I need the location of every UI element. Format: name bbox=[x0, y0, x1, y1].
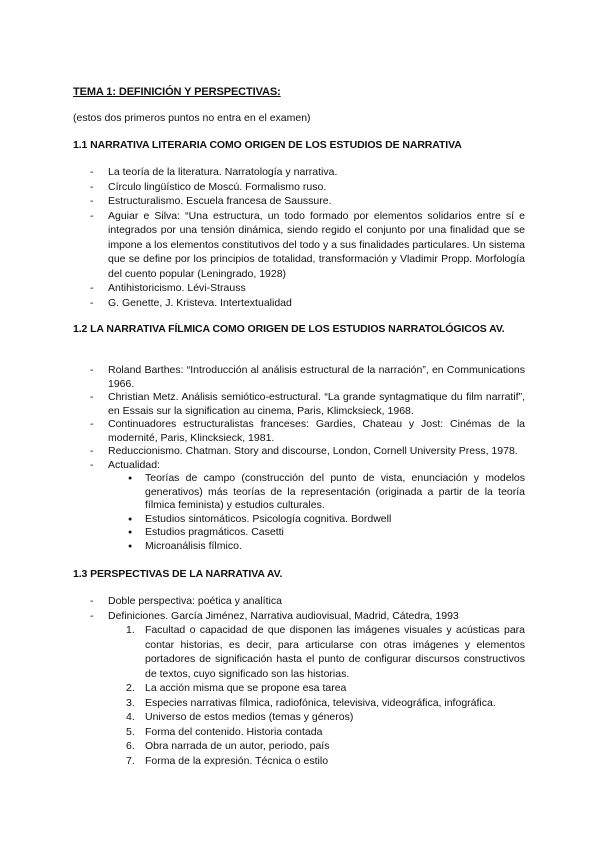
list-item-actualidad bbox=[73, 459, 525, 554]
numbered-item bbox=[108, 710, 525, 725]
section-1-heading: 1.1 NARRATIVA LITERARIA COMO ORIGEN DE LOS ESTUDIOS DE NARRATIVA bbox=[73, 139, 462, 151]
list-item: - Roland Barthes: “Introducción al análisis estructural de la narración”, en Communications 1966. bbox=[73, 364, 525, 391]
page-title: TEMA 1: DEFINICIÓN Y PERSPECTIVAS: bbox=[73, 86, 281, 98]
item-text: Especies narrativas fílmica, radiofónica, televisiva, videográfica, infográfica. bbox=[145, 696, 496, 709]
item-text: Universo de estos medios (temas y géneros) bbox=[145, 711, 354, 723]
item-number: 4. bbox=[126, 711, 135, 723]
item-text: Facultad o capacidad de que disponen las imágenes visuales y acústicas para contar historias, es decir, para articularse con otras imágenes y elementos portadores de significación hasta el punto de configurar discursos constructivos de textos, cuyo significado son las historias. bbox=[145, 624, 525, 680]
numbered-item bbox=[108, 754, 525, 769]
list-item: - Círculo lingüístico de Moscú. Formalismo ruso. bbox=[73, 180, 525, 195]
bullet-item: ● Teorías de campo (construcción del punto de vista, enunciación y modelos generativos) más teorías de la representación (originada a partir de la teoría fílmica feminista) y estudios culturales. bbox=[108, 472, 525, 513]
numbered-item bbox=[108, 623, 525, 681]
list-item: - La teoría de la literatura. Narratología y narrativa. bbox=[73, 165, 525, 180]
section-1-list bbox=[73, 165, 525, 310]
item-number: 5. bbox=[126, 725, 135, 738]
list-item: - Antihistoricismo. Lévi-Strauss bbox=[73, 281, 525, 296]
actualidad-label: Actualidad: bbox=[108, 458, 160, 471]
numbered-item bbox=[108, 739, 525, 754]
item-number: 3. bbox=[126, 696, 135, 709]
item-number: 1. bbox=[126, 624, 135, 636]
numbered-item bbox=[108, 681, 525, 696]
list-item: - G. Genette, J. Kristeva. Intertextualidad bbox=[73, 296, 525, 311]
item-text: Obra narrada de un autor, periodo, país bbox=[145, 740, 330, 752]
bullet-item: ● Microanálisis fílmico. bbox=[108, 540, 525, 554]
item-number: 2. bbox=[126, 682, 135, 694]
section-3-list bbox=[73, 594, 525, 768]
list-item: - Aguiar e Silva: “Una estructura, un todo formado por elementos solidarios entre sí e integrados por una tensión dinámica, siendo regido el conjunto por una finalidad que se impone a los elementos constitutivos del todo y a sus finalidades particulares. Un sistema que se define por los principios de totalidad, transformación y Vladimir Propp. Morfología del cuento popular (Leningrado, 1928) bbox=[73, 209, 525, 282]
bullet-item: ● Estudios pragmáticos. Casetti bbox=[108, 526, 525, 540]
list-item: - Estructuralismo. Escuela francesa de Saussure. bbox=[73, 194, 525, 209]
list-item: - Continuadores estructuralistas franceses: Gardies, Chateau y Jost: Cinémas de la modernité, Paris, Klincksieck, 1981. bbox=[73, 418, 525, 445]
actualidad-sublist bbox=[108, 472, 525, 553]
section-2-heading: 1.2 LA NARRATIVA FÍLMICA COMO ORIGEN DE LOS ESTUDIOS NARRATOLÓGICOS AV. bbox=[73, 323, 505, 335]
list-item: - Christian Metz. Análisis semiótico-estructural. “La grande syntagmatique du film narratif”, en Essais sur la signification au cinema, Paris, Klimcksieck, 1968. bbox=[73, 391, 525, 418]
item-number: 6. bbox=[126, 740, 135, 752]
item-text: La acción misma que se propone esa tarea bbox=[145, 682, 347, 694]
definiciones-numbered-list bbox=[108, 623, 525, 768]
list-item: - Reduccionismo. Chatman. Story and discourse, London, Cornell University Press, 1978. bbox=[73, 445, 525, 459]
bullet-item: ● Estudios sintomáticos. Psicología cognitiva. Bordwell bbox=[108, 513, 525, 527]
section-2-list bbox=[73, 364, 525, 553]
item-text: Forma del contenido. Historia contada bbox=[145, 725, 323, 738]
definiciones-label: Definiciones. García Jiménez, Narrativa audiovisual, Madrid, Cátedra, 1993 bbox=[108, 609, 459, 622]
exam-note: (estos dos primeros puntos no entra en el examen) bbox=[73, 112, 311, 124]
section-3-heading: 1.3 PERSPECTIVAS DE LA NARRATIVA AV. bbox=[73, 568, 283, 580]
numbered-item bbox=[108, 725, 525, 740]
item-text: Forma de la expresión. Técnica o estilo bbox=[145, 754, 329, 767]
list-item-definiciones bbox=[73, 609, 525, 769]
numbered-item bbox=[108, 696, 525, 711]
list-item: - Doble perspectiva: poética y analítica bbox=[73, 594, 525, 609]
item-number: 7. bbox=[126, 754, 135, 767]
